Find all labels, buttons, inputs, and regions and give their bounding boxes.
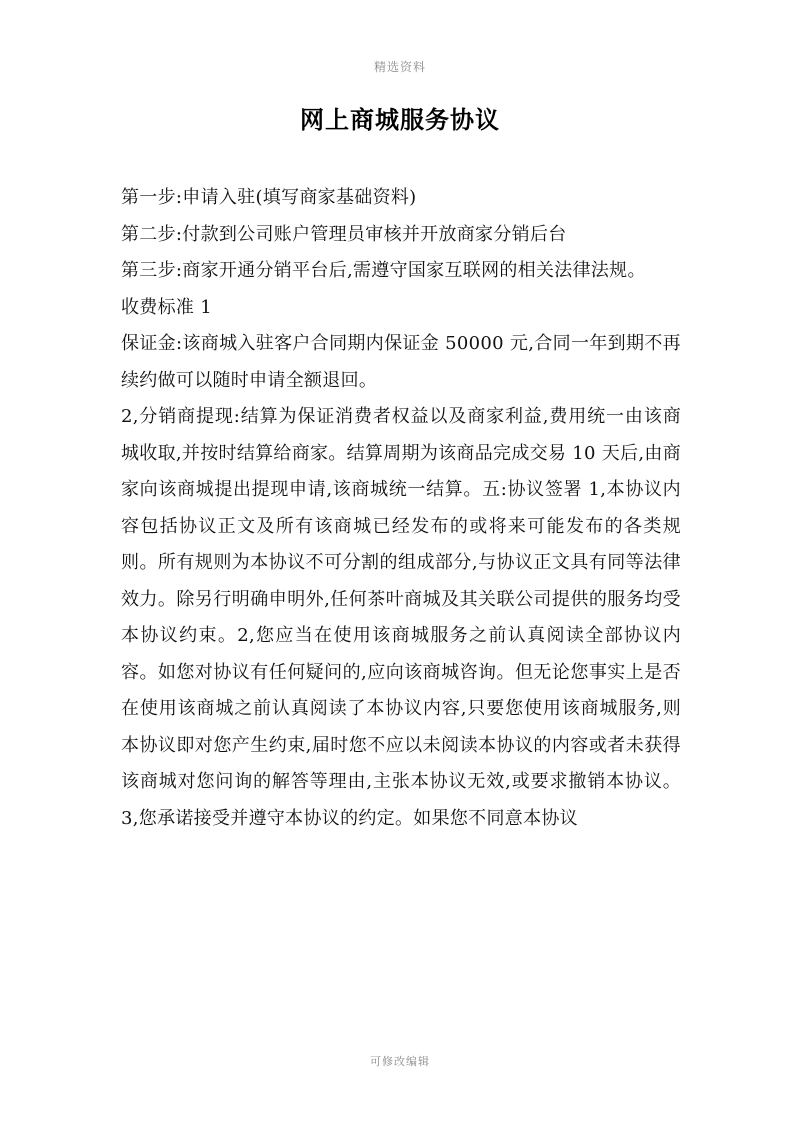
document-title: 网上商城服务协议: [300, 105, 500, 134]
paragraph-fee-standard: 收费标准 1: [121, 296, 212, 318]
paragraph-deposit: 保证金:该商城入驻客户合同期内保证金 50000 元,合同一年到期不再续约做可以随时申请全额退回。: [121, 333, 681, 391]
paragraph-step-one: 第一步:申请入驻(填写商家基础资料): [121, 187, 417, 208]
paragraph-step-two: 第二步:付款到公司账户管理员审核并开放商家分销后台: [121, 223, 567, 245]
document-body: [121, 180, 681, 837]
page-header-note: 精选资料: [373, 60, 426, 74]
page-footer-note: 可修改编辑: [370, 1055, 430, 1068]
paragraph-settlement-and-agreement: 2,分销商提现:结算为保证消费者权益以及商家利益,费用统一由该商城收取,并按时结算给商家。结算周期为该商品完成交易 10 天后,由商家向该商城提出提现申请,该商城统一结算。五:协议签署 1,本协议内容包括协议正文及所有该商城已经发布的或将来可能发布的各类规则。所有规则为本协议不可分割的组成部分,与协议正文具有同等法律效力。除另行明确申明外,任何茶叶商城及其关联公司提供的服务均受本协议约束。2,您应当在使用该商城服务之前认真阅读全部协议内容。如您对协议有任何疑问的,应向该商城咨询。但无论您事实上是否在使用该商城之前认真阅读了本协议内容,只要您使用该商城服务,则本协议即对您产生约束,届时您不应以未阅读本协议的内容或者未获得该商城对您问询的解答等理由,主张本协议无效,或要求撤销本协议。3,您承诺接受并遵守本协议的约定。如果您不同意本协议: [121, 406, 681, 829]
paragraph-step-three: 第三步:商家开通分销平台后,需遵守国家互联网的相关法律法规。: [121, 260, 646, 281]
